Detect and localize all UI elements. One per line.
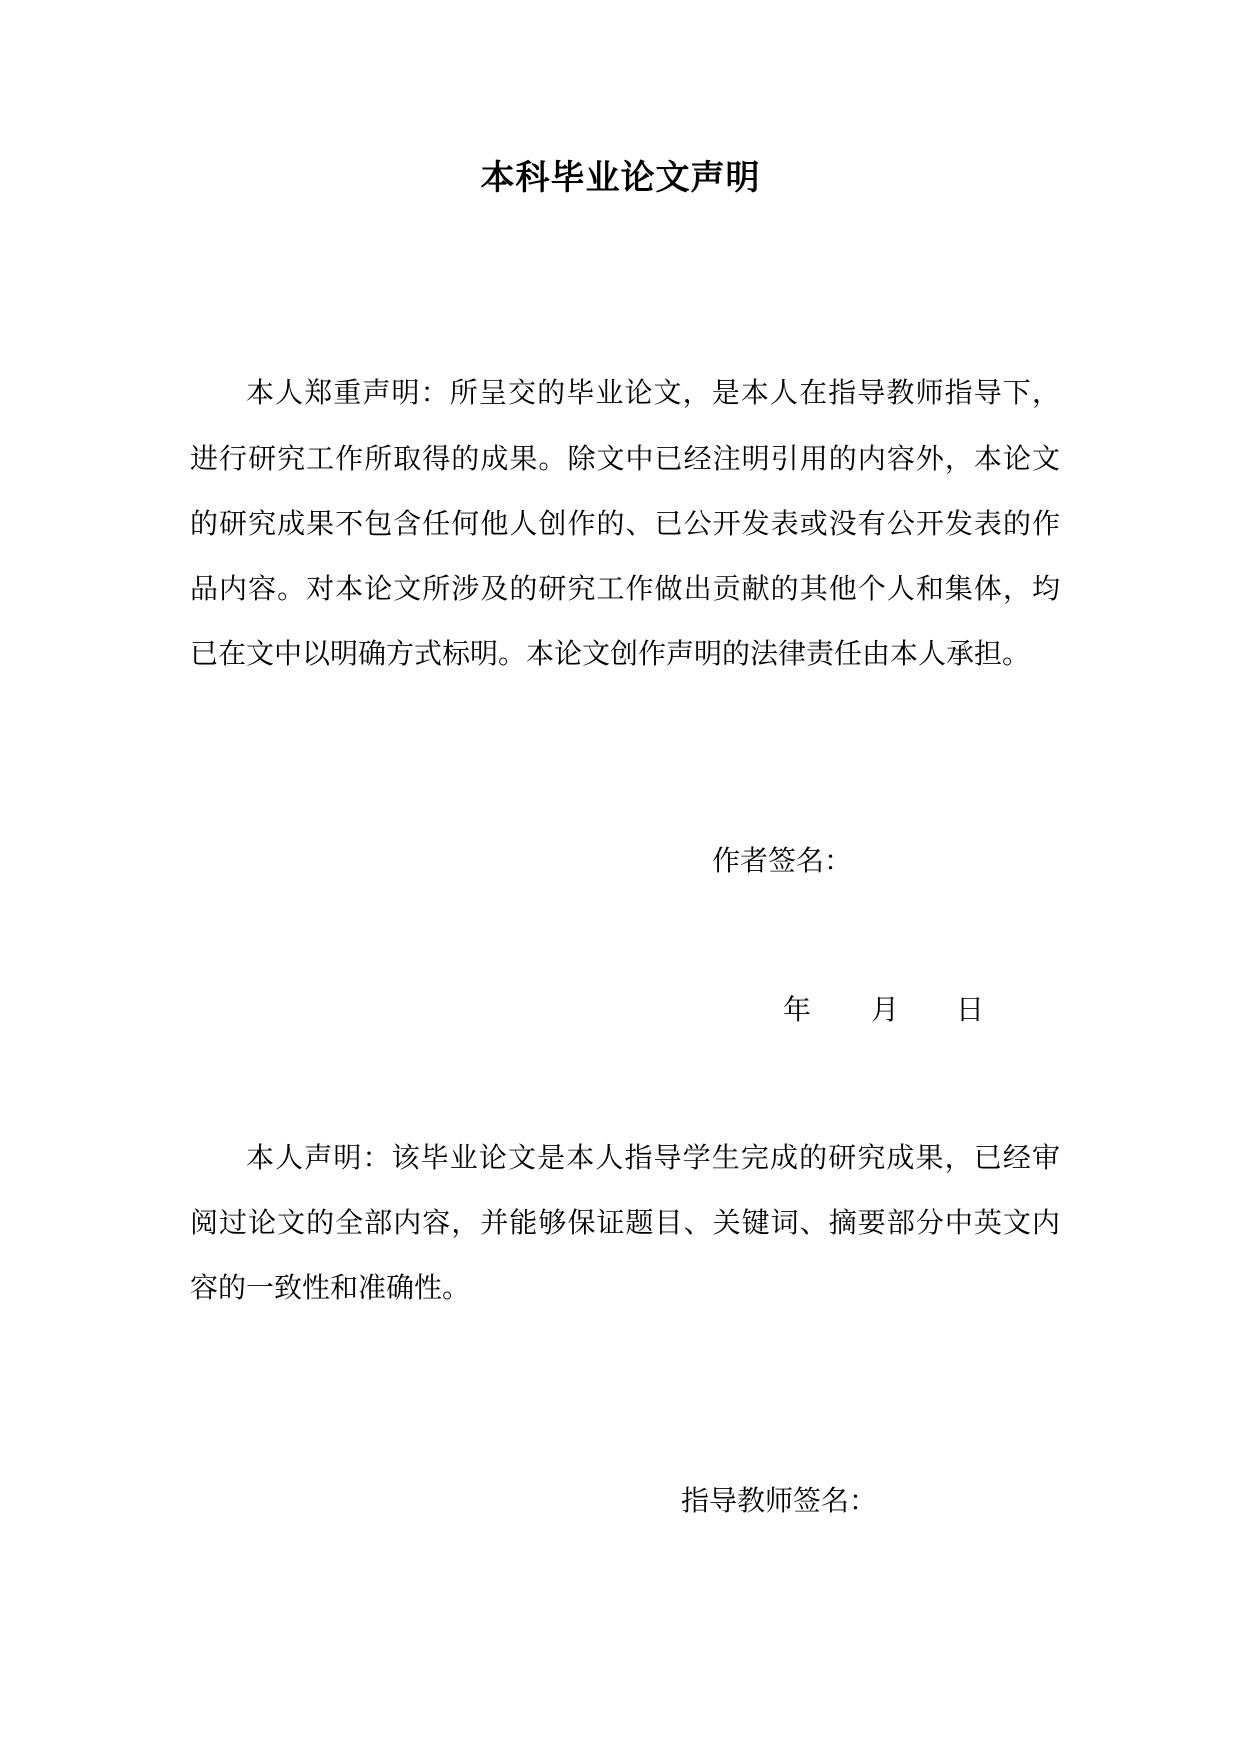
advisor-signature-label: 指导教师签名： — [681, 1484, 878, 1517]
page-title: 本科毕业论文声明 — [480, 158, 761, 198]
student-declaration-line-5: 已在文中以明确方式标明。本论文创作声明的法律责任由本人承担。 — [190, 637, 1031, 670]
student-declaration-line-3: 的研究成果不包含任何他人创作的、已公开发表或没有公开发表的作 — [190, 507, 1060, 540]
student-declaration-line-1: 本人郑重声明：所呈交的毕业论文，是本人在指导教师指导下， — [246, 376, 1060, 409]
date-month-label: 月 — [871, 993, 900, 1026]
advisor-declaration-line-3: 容的一致性和准确性。 — [190, 1271, 471, 1304]
student-declaration-line-2: 进行研究工作所取得的成果。除文中已经注明引用的内容外，本论文 — [190, 442, 1060, 475]
student-declaration-line-4: 品内容。对本论文所涉及的研究工作做出贡献的其他个人和集体，均 — [190, 572, 1060, 605]
advisor-declaration-line-1: 本人声明：该毕业论文是本人指导学生完成的研究成果，已经审 — [246, 1141, 1060, 1174]
date-year-label: 年 — [783, 993, 812, 1026]
advisor-declaration-line-2: 阅过论文的全部内容，并能够保证题目、关键词、摘要部分中英文内 — [190, 1206, 1060, 1239]
date-day-label: 日 — [956, 993, 985, 1026]
author-signature-label: 作者签名： — [712, 844, 853, 877]
